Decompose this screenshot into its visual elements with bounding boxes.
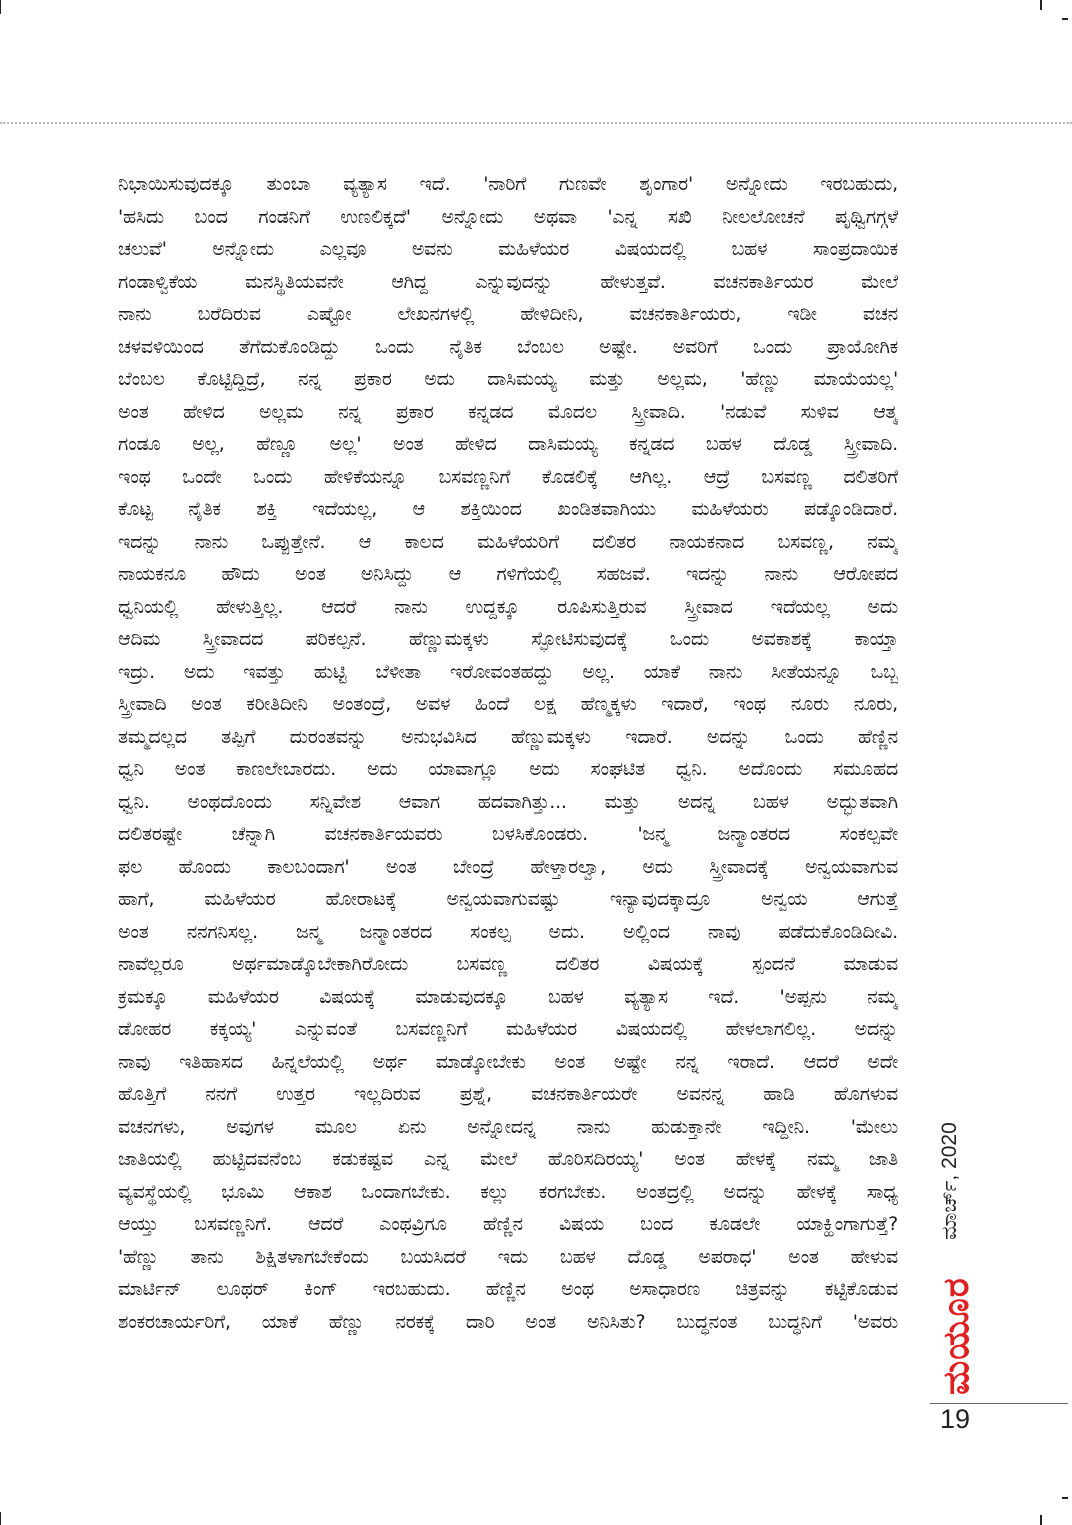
article-line: 'ಹೆಣ್ಣು ತಾನು ಶಿಕ್ಷಿತಳಾಗಬೇಕೆಂದು ಬಯಸಿದರೆ ಇದು ಬಹಳ ದೊಡ್ಡ ಅಪರಾಧ' ಅಂತ ಹೇಳುವ (118, 1245, 898, 1268)
article-line: ಇದ್ರು. ಅದು ಇವತ್ತು ಹುಟ್ಟಿ ಬೆಳೀತಾ ಇರೋವಂತಹದ್ದು ಅಲ್ಲ. ಯಾಕೆ ನಾನು ಸೀತೆಯನ್ನೂ ಒಬ್ಬ (118, 660, 898, 683)
article-line: ಮಾರ್ಟಿನ್ ಲೂಥರ್ ಕಿಂಗ್ ಇರಬಹುದು. ಹೆಣ್ಣಿನ ಅಂಥ ಅಸಾಧಾರಣ ಚಿತ್ರವನ್ನು ಕಟ್ಟಿಕೊಡುವ (118, 1278, 898, 1300)
article-line: ದಲಿತರಷ್ಟೇ ಚೆನ್ನಾಗಿ ವಚನಕಾರ್ತಿಯವರು ಬಳಸಿಕೊಂಡರು. 'ಜನ್ಮ ಜನ್ಮಾಂತರದ ಸಂಕಲ್ಪವೇ (118, 823, 898, 845)
issue-date: ಮಾರ್ಚ್, 2020 (938, 1122, 961, 1240)
crop-mark-top-left (0, 0, 1, 14)
article-line: ಧ್ವನಿ ಅಂತ ಕಾಣಲೇಬಾರದು. ಅದು ಯಾವಾಗ್ಲೂ ಅದು ಸಂಘಟಿತ ಧ್ವನಿ. ಅದೊಂದು ಸಮೂಹದ (118, 758, 898, 780)
article-line: ನಾವೆಲ್ಲರೂ ಅರ್ಥಮಾಡ್ಕೊಬೇಕಾಗಿರೋದು ಬಸವಣ್ಣ ದಲಿತರ ವಿಷಯಕ್ಕೆ ಸ್ಪಂದನೆ ಮಾಡುವ (118, 953, 898, 975)
article-line: ಇಂಥ ಒಂದೇ ಒಂದು ಹೇಳಿಕೆಯನ್ನೂ ಬಸವಣ್ಣನಿಗೆ ಕೊಡಲಿಕ್ಕೆ ಆಗಿಲ್ಲ. ಆದ್ರೆ ಬಸವಣ್ಣ ದಲಿತರಿಗೆ (118, 465, 898, 488)
article-line: ಆದಿಮ ಸ್ತ್ರೀವಾದದ ಪರಿಕಲ್ಪನೆ. ಹೆಣ್ಣುಮಕ್ಕಳು ಸ್ಫೋಟಿಸುವುದಕ್ಕೆ ಒಂದು ಅವಕಾಶಕ್ಕೆ ಕಾಯ್ತಾ (118, 628, 898, 650)
article-line: ಇದನ್ನು ನಾನು ಒಪ್ಪುತ್ತೇನೆ. ಆ ಕಾಲದ ಮಹಿಳೆಯರಿಗೆ ದಲಿತರ ನಾಯಕನಾದ ಬಸವಣ್ಣ, ನಮ್ಮ (118, 530, 898, 553)
article-line: ಚಳವಳಿಯಿಂದ ತೆಗೆದುಕೊಂಡಿದ್ದು ಒಂದು ನೈತಿಕ ಬೆಂಬಲ ಅಷ್ಟೇ. ಅವರಿಗೆ ಒಂದು ಪ್ರಾಯೋಗಿಕ (118, 335, 898, 358)
page-number: 19 (940, 1404, 971, 1434)
article-line: ಚಲುವೆ' ಅನ್ನೋದು ಎಲ್ಲವೂ ಅವನು ಮಹಿಳೆಯರ ವಿಷಯದಲ್ಲಿ ಬಹಳ ಸಾಂಪ್ರದಾಯಿಕ (118, 238, 898, 260)
article-line: ಡೋಹರ ಕಕ್ಕಯ್ಯ' ಎನ್ನುವಂತೆ ಬಸವಣ್ಣನಿಗೆ ಮಹಿಳೆಯರ ವಿಷಯದಲ್ಲಿ ಹೇಳಲಾಗಲಿಲ್ಲ. ಅದನ್ನು (118, 1018, 898, 1040)
header-dotted-rule (0, 122, 1072, 124)
article-line: ಅಂತ ಹೇಳಿದ ಅಲ್ಲಮ ನನ್ನ ಪ್ರಕಾರ ಕನ್ನಡದ ಮೊದಲ ಸ್ತ್ರೀವಾದಿ. 'ನಡುವೆ ಸುಳಿವ ಆತ್ಮ (118, 400, 898, 423)
crop-mark-bottom-right (1040, 1515, 1042, 1525)
article-line: ಅಂತ ನನಗನಿಸಲ್ಲ. ಜನ್ಮ ಜನ್ಮಾಂತರದ ಸಂಕಲ್ಪ ಅದು. ಅಲ್ಲಿಂದ ನಾವು ಪಡೆದುಕೊಂಡಿದೀವಿ. (118, 920, 898, 943)
article-line: ನಾನು ಬರೆದಿರುವ ಎಷ್ಟೋ ಲೇಖನಗಳಲ್ಲಿ ಹೇಳಿದೀನಿ, ವಚನಕಾರ್ತಿಯರು, ಇಡೀ ವಚನ (118, 303, 898, 325)
article-body (118, 168, 898, 1338)
article-line: ಫಲ ಹೊಂದು ಕಾಲಬಂದಾಗ' ಅಂತ ಬೇಂದ್ರೆ ಹೇಳ್ತಾರಲ್ವಾ, ಅದು ಸ್ತ್ರೀವಾದಕ್ಕೆ ಅನ್ವಯವಾಗುವ (118, 855, 898, 878)
article-line: ವಚನಗಳು, ಅವುಗಳ ಮೂಲ ಏನು ಅನ್ನೋದನ್ನ ನಾನು ಹುಡುಕ್ತಾನೇ ಇದ್ದೀನಿ. 'ಮೇಲು (118, 1115, 898, 1138)
article-line: ಧ್ವನಿಯಲ್ಲಿ ಹೇಳುತ್ತಿಲ್ಲ. ಆದರೆ ನಾನು ಉದ್ದಕ್ಕೂ ರೂಪಿಸುತ್ತಿರುವ ಸ್ತ್ರೀವಾದ ಇದೆಯಲ್ಲ ಅದು (118, 595, 898, 618)
article-line: ಶಂಕರಚಾರ್ಯರಿಗೆ, ಯಾಕೆ ಹೆಣ್ಣು ನರಕಕ್ಕೆ ದಾರಿ ಅಂತ ಅನಿಸಿತು? ಬುದ್ಧನಂತ ಬುದ್ಧನಿಗೆ 'ಅವರು (118, 1310, 898, 1333)
crop-mark-right-tick-bottom (1062, 1497, 1068, 1499)
article-line: ನಾವು ಇತಿಹಾಸದ ಹಿನ್ನಲೆಯಲ್ಲಿ ಅರ್ಥ ಮಾಡ್ಕೋಬೇಕು ಅಂತ ಅಷ್ಟೇ ನನ್ನ ಇರಾದೆ. ಆದರೆ ಅದೇ (118, 1050, 898, 1073)
article-line: ಸ್ತ್ರೀವಾದಿ ಅಂತ ಕರೀತಿದೀನಿ ಅಂತಂದ್ರೆ, ಅವಳ ಹಿಂದೆ ಲಕ್ಷ ಹೆಣ್ಮಕ್ಕಳು ಇದಾರೆ, ಇಂಥ ನೂರು ನೂರು, (118, 693, 898, 715)
crop-mark-right-tick-top (1062, 18, 1068, 20)
article-line: ನಿಭಾಯಿಸುವುದಕ್ಕೂ ತುಂಬಾ ವ್ಯತ್ಯಾಸ ಇದೆ. 'ನಾರಿಗೆ ಗುಣವೇ ಶೃಂಗಾರ' ಅನ್ನೋದು ಇರಬಹುದು, (118, 173, 898, 195)
magazine-masthead-logo: ಮಯೂರ (936, 1277, 977, 1395)
article-line: ಹಾಗೆ, ಮಹಿಳೆಯರ ಹೋರಾಟಕ್ಕೆ ಅನ್ವಯವಾಗುವಷ್ಟು ಇನ್ಯಾವುದಕ್ಕಾದ್ರೂ ಅನ್ವಯ ಆಗುತ್ತೆ (118, 888, 898, 910)
article-line: ತಮ್ಮದಲ್ಲದ ತಪ್ಪಿಗೆ ದುರಂತವನ್ನು ಅನುಭವಿಸಿದ ಹೆಣ್ಣುಮಕ್ಕಳು ಇದಾರೆ. ಅದನ್ನು ಒಂದು ಹೆಣ್ಣಿನ (118, 725, 898, 748)
article-line: ಜಾತಿಯಲ್ಲಿ ಹುಟ್ಟಿದವನೆಂಬ ಕಡುಕಷ್ಟವ ಎನ್ನ ಮೇಲೆ ಹೊರಿಸದಿರಯ್ಯ' ಅಂತ ಹೇಳಕ್ಕೆ ನಮ್ಮ ಜಾತಿ (118, 1148, 898, 1170)
article-line: ಕ್ರಮಕ್ಕೂ ಮಹಿಳೆಯರ ವಿಷಯಕ್ಕೆ ಮಾಡುವುದಕ್ಕೂ ಬಹಳ ವ್ಯತ್ಯಾಸ ಇದೆ. 'ಅಪ್ಪನು ನಮ್ಮ (118, 985, 898, 1008)
article-line: ಧ್ವನಿ. ಅಂಥದೊಂದು ಸನ್ನಿವೇಶ ಆವಾಗ ಹದವಾಗಿತ್ತು... ಮತ್ತು ಅದನ್ನ ಬಹಳ ಅದ್ಭುತವಾಗಿ (118, 790, 898, 813)
article-line: 'ಹಸಿದು ಬಂದ ಗಂಡನಿಗೆ ಉಣಲಿಕ್ಕದೆ' ಅನ್ನೋದು ಅಥವಾ 'ಎನ್ನ ಸಖಿ ನೀಲಲೋಚನೆ ಪೃಥ್ವಿಗಗ್ಗಳೆ (118, 205, 898, 228)
article-line: ಹೊತ್ತಿಗೆ ನನಗೆ ಉತ್ತರ ಇಲ್ಲದಿರುವ ಪ್ರಶ್ನೆ, ವಚನಕಾರ್ತಿಯರೇ ಅವನನ್ನ ಹಾಡಿ ಹೊಗಳುವ (118, 1083, 898, 1105)
article-line: ಗಂಡಾಳ್ವಿಕೆಯ ಮನಸ್ಥಿತಿಯವನೇ ಆಗಿದ್ದ ಎನ್ನುವುದನ್ನು ಹೇಳುತ್ತವೆ. ವಚನಕಾರ್ತಿಯರ ಮೇಲೆ (118, 270, 898, 293)
article-line: ಬೆಂಬಲ ಕೊಟ್ಟಿದ್ದಿದ್ರೆ, ನನ್ನ ಪ್ರಕಾರ ಅದು ದಾಸಿಮಯ್ಯ ಮತ್ತು ಅಲ್ಲಮ, 'ಹೆಣ್ಣು ಮಾಯೆಯಲ್ಲ' (118, 368, 898, 390)
crop-mark-bottom-left (0, 1512, 1, 1525)
crop-mark-top-right (1040, 0, 1042, 10)
article-line: ಆಯ್ತು ಬಸವಣ್ಣನಿಗೆ. ಆದರೆ ಎಂಥವ್ರಿಗೂ ಹೆಣ್ಣಿನ ವಿಷಯ ಬಂದ ಕೂಡಲೇ ಯಾಕ್ಹಿಂಗಾಗುತ್ತೆ? (118, 1213, 898, 1235)
article-line: ನಾಯಕನೂ ಹೌದು ಅಂತ ಅನಿಸಿದ್ದು ಆ ಗಳಿಗೆಯಲ್ಲಿ ಸಹಜವೆ. ಇದನ್ನು ನಾನು ಆರೋಪದ (118, 563, 898, 585)
article-line: ವ್ಯವಸ್ಥೆಯಲ್ಲಿ ಭೂಮಿ ಆಕಾಶ ಒಂದಾಗಬೇಕು. ಕಲ್ಲು ಕರಗಬೇಕು. ಅಂತದ್ರಲ್ಲಿ ಅದನ್ನು ಹೇಳಕ್ಕೆ ಸಾಧ್ಯ (118, 1180, 898, 1203)
article-line: ಗಂಡೂ ಅಲ್ಲ, ಹೆಣ್ಣೂ ಅಲ್ಲ' ಅಂತ ಹೇಳಿದ ದಾಸಿಮಯ್ಯ ಕನ್ನಡದ ಬಹಳ ದೊಡ್ಡ ಸ್ತ್ರೀವಾದಿ. (118, 433, 898, 455)
article-line: ಕೊಟ್ಟ ನೈತಿಕ ಶಕ್ತಿ ಇದೆಯಲ್ಲ, ಆ ಶಕ್ತಿಯಿಂದ ಖಂಡಿತವಾಗಿಯು ಮಹಿಳೆಯರು ಪಡ್ಕೊಂಡಿದಾರೆ. (118, 498, 898, 520)
